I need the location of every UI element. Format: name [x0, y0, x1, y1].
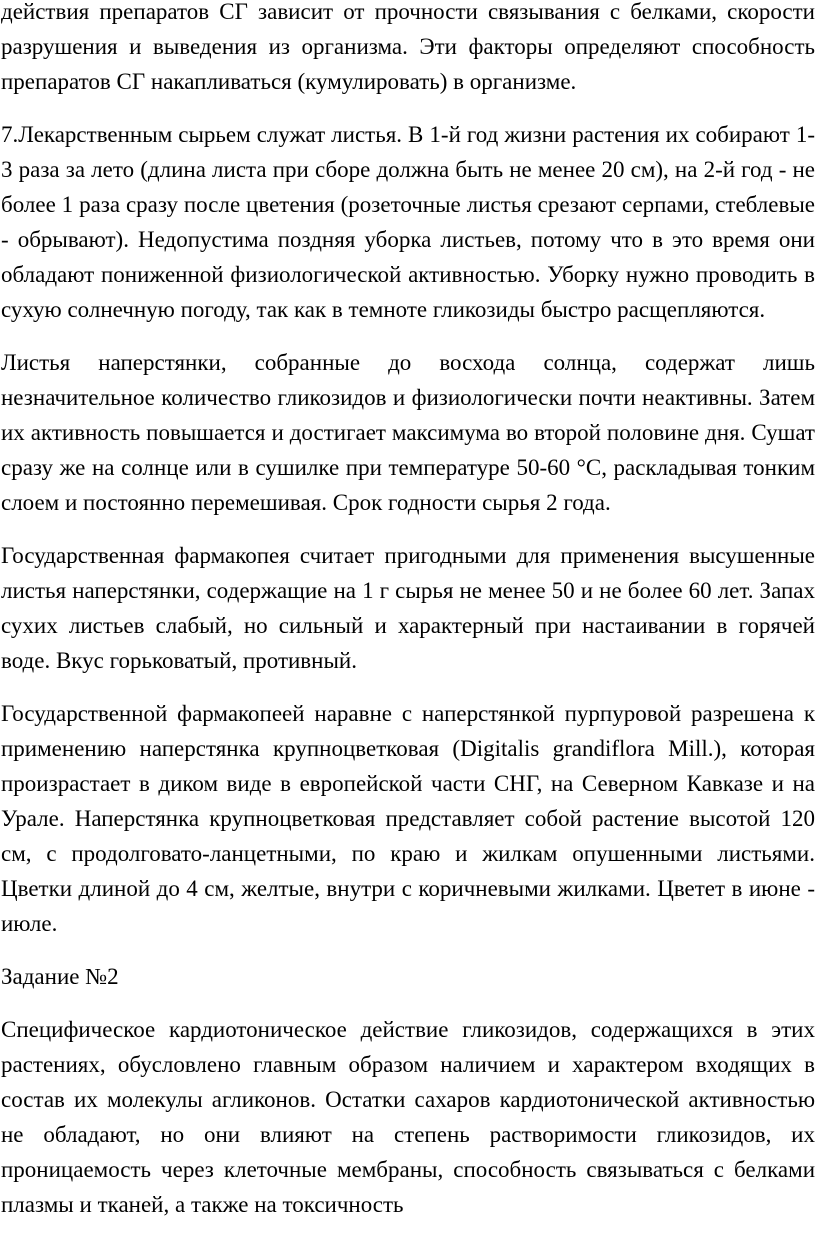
paragraph-5: Государственной фармакопеей наравне с наперстянкой пурпуровой разрешена к применению наперстянка крупноцветковая (Digitalis grandiflora Mill.), которая произрастает в диком виде в европейской части СНГ, на Северном Кавказе и на Урале. Наперстянка крупноцветковая представляет собой растение высотой 120 см, с продолговато-ланцетными, по краю и жилкам опушенными листьями. Цветки длиной до 4 см, желтые, внутри с коричневыми жилками. Цветет в июне - июле. [1, 701, 815, 936]
paragraph-1: действия препаратов СГ зависит от прочности связывания с белками, скорости разрушения и выведения из организма. Эти факторы определяют способность препаратов СГ накапливаться (кумулировать) в организме. [1, 0, 815, 94]
paragraph-4: Государственная фармакопея считает пригодными для применения высушенные листья наперстянки, содержащие на 1 г сырья не менее 50 и не более 60 лет. Запах сухих листьев слабый, но сильный и характерный при настаивании в горячей воде. Вкус горьковатый, противный. [1, 543, 815, 673]
paragraph-final: Специфическое кардиотоническое действие гликозидов, содержащихся в этих растениях, обусловлено главным образом наличием и характером входящих в состав их молекулы агликонов. Остатки сахаров кардиотонической активностью не обладают, но они влияют на степень растворимости гликозидов, их проницаемость через клеточные мембраны, способность связываться с белками плазмы и тканей, а также на токсичность [1, 1017, 815, 1217]
paragraph-2: 7.Лекарственным сырьем служат листья. В 1-й год жизни растения их собирают 1-3 раза за лето (длина листа при сборе должна быть не менее 20 см), на 2-й год - не более 1 раза сразу после цветения (розеточные листья срезают серпами, стеблевые - обрывают). Недопустима поздняя уборка листьев, потому что в это время они обладают пониженной физиологической активностью. Уборку нужно проводить в сухую солнечную погоду, так как в темноте гликозиды быстро расщепляются. [1, 122, 815, 322]
paragraph-3: Листья наперстянки, собранные до восхода солнца, содержат лишь незначительное количество гликозидов и физиологически почти неактивны. Затем их активность повышается и достигает максимума во второй половине дня. Сушат сразу же на солнце или в сушилке при температуре 50-60 °С, раскладывая тонким слоем и постоянно перемешивая. Срок годности сырья 2 года. [1, 350, 815, 515]
section-heading: Задание №2 [1, 964, 119, 989]
